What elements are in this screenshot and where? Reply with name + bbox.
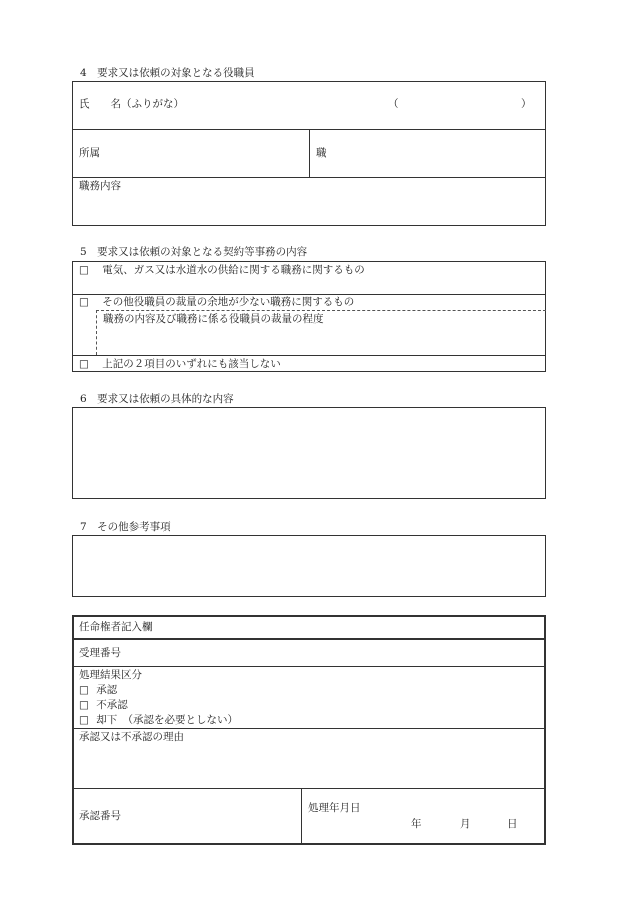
result-option-approve[interactable] — [79, 684, 117, 697]
option2-row[interactable] — [79, 296, 354, 309]
option3-label: 上記の２項目のいずれにも該当しない — [102, 358, 281, 370]
section5-sub-dash-top — [96, 310, 546, 311]
section4-divider-2 — [72, 177, 546, 178]
section6-heading: 6 要求又は依頼の具体的な内容 — [80, 393, 234, 405]
section5-divider-1 — [72, 294, 546, 295]
section7-content-box[interactable] — [72, 535, 546, 597]
option3-row[interactable] — [79, 358, 281, 371]
receipt-number-field[interactable] — [140, 642, 540, 662]
position-field[interactable] — [335, 134, 540, 174]
option3-checkbox[interactable]: □ — [79, 358, 89, 370]
option1-label: 電気、ガス又は水道水の供給に関する職務に関するもの — [102, 264, 365, 276]
section5-divider-2 — [72, 355, 546, 356]
date-day-label: 日 — [507, 818, 518, 830]
section6-content-box[interactable] — [72, 407, 546, 499]
option2-sub-field[interactable] — [100, 328, 542, 352]
option1-checkbox[interactable]: □ — [79, 264, 89, 276]
processing-date-label: 処理年月日 — [308, 802, 361, 814]
name-field[interactable] — [200, 86, 380, 124]
affiliation-label: 所属 — [79, 147, 100, 159]
dismiss-checkbox[interactable]: □ — [79, 714, 89, 726]
reason-field[interactable] — [76, 746, 542, 784]
furigana-paren-close: ） — [521, 98, 532, 110]
disapprove-label: 不承認 — [96, 699, 128, 711]
reason-label: 承認又は不承認の理由 — [79, 731, 184, 743]
approval-number-label: 承認番号 — [79, 810, 121, 822]
furigana-field[interactable] — [400, 86, 518, 124]
result-option-disapprove[interactable] — [79, 699, 128, 712]
dismiss-label: 却下 （承認を必要としない） — [96, 714, 239, 726]
approve-label: 承認 — [96, 684, 118, 696]
section7-heading: 7 その他参考事項 — [80, 521, 171, 533]
receipt-number-label: 受理番号 — [79, 647, 121, 659]
duties-label: 職務内容 — [79, 180, 121, 192]
position-label: 職 — [316, 147, 327, 159]
appointer-divider-reason — [72, 788, 546, 789]
affiliation-field[interactable] — [110, 134, 304, 174]
section5-sub-dash-left — [96, 310, 97, 355]
appointer-title-divider — [72, 638, 546, 640]
name-label: 氏 名（ふりがな） — [79, 98, 184, 110]
processing-date-field[interactable] — [308, 815, 540, 840]
furigana-paren-open: （ — [388, 98, 399, 110]
disapprove-checkbox[interactable]: □ — [79, 699, 89, 711]
result-label: 処理結果区分 — [79, 669, 142, 681]
appointer-bottom-col-divider — [301, 788, 302, 844]
result-option-dismiss[interactable] — [79, 714, 238, 727]
option2-checkbox[interactable]: □ — [79, 296, 89, 308]
date-year-label: 年 — [411, 818, 422, 830]
duties-field[interactable] — [76, 196, 542, 222]
appointer-divider-receipt — [72, 666, 546, 667]
appointer-title: 任命権者記入欄 — [79, 621, 153, 633]
option2-label: その他役職員の裁量の余地が少ない職務に関するもの — [102, 296, 355, 308]
approve-checkbox[interactable]: □ — [79, 684, 89, 696]
appointer-divider-result — [72, 728, 546, 729]
section4-col-divider — [309, 129, 310, 177]
section5-heading: 5 要求又は依頼の対象となる契約等事務の内容 — [80, 246, 308, 258]
option1-row[interactable] — [79, 264, 365, 277]
date-month-label: 月 — [460, 818, 471, 830]
section4-heading: 4 要求又は依頼の対象となる役職員 — [80, 67, 255, 79]
approval-number-field[interactable] — [135, 794, 295, 840]
option2-sub-label: 職務の内容及び職務に係る役職員の裁量の程度 — [103, 313, 324, 325]
